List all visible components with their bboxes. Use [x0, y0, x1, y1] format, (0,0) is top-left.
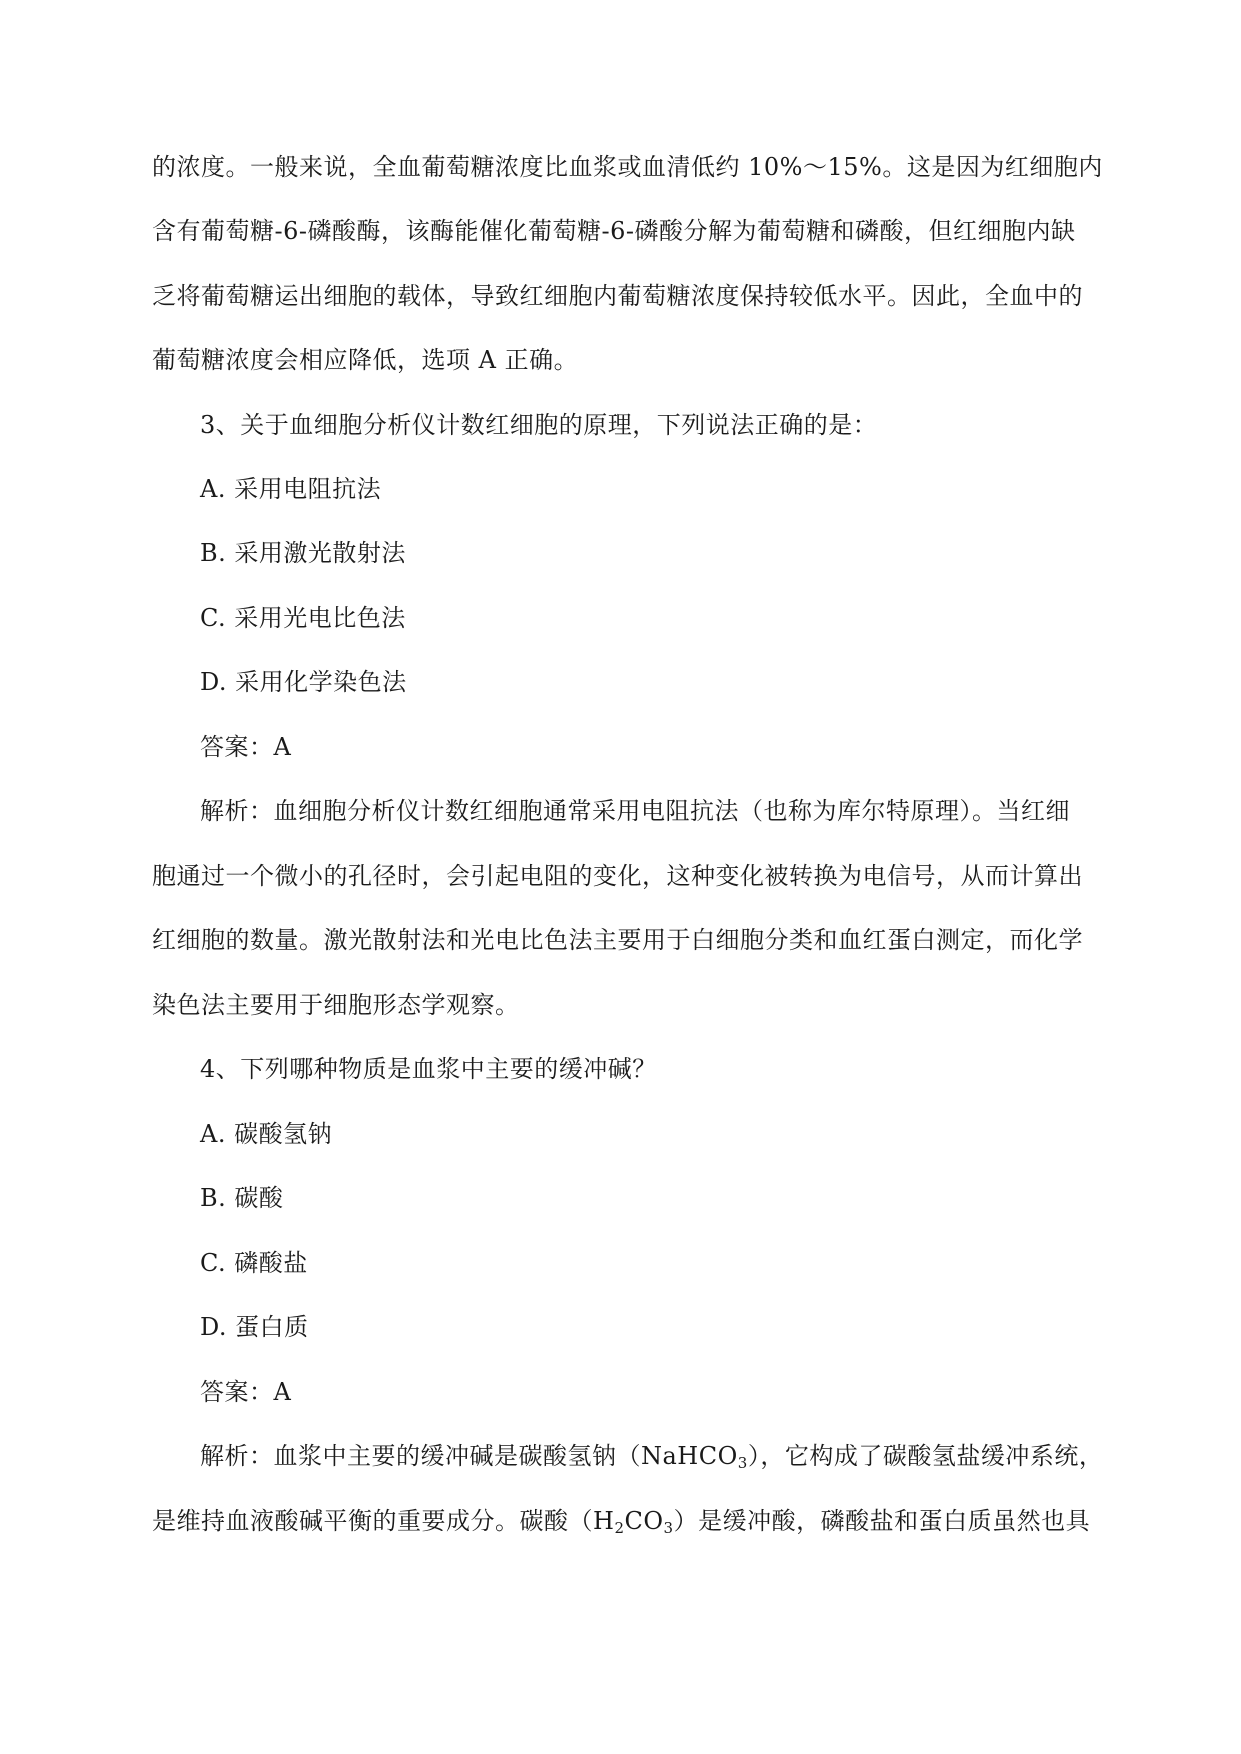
subscript: 3	[737, 1454, 748, 1472]
paragraph-line: 乏将葡萄糖运出细胞的载体，导致红细胞内葡萄糖浓度保持较低水平。因此，全血中的	[152, 282, 1083, 310]
question-3-analysis-line: 红细胞的数量。激光散射法和光电比色法主要用于白细胞分类和血红蛋白测定，而化学	[152, 926, 1083, 954]
paragraph-line: 的浓度。一般来说，全血葡萄糖浓度比血浆或血清低约 10%～15%。这是因为红细胞内	[152, 153, 1103, 181]
question-3-option-d: D. 采用化学染色法	[200, 668, 407, 696]
question-3-option-a: A. 采用电阻抗法	[200, 475, 382, 503]
question-4-analysis-line	[152, 1506, 1090, 1536]
analysis-text: ），它构成了碳酸氢盐缓冲系统，	[747, 1442, 1104, 1470]
question-3-option-c: C. 采用光电比色法	[200, 604, 406, 632]
analysis-text: CO	[624, 1507, 664, 1535]
question-4-option-a: A. 碳酸氢钠	[200, 1120, 333, 1148]
subscript: 3	[663, 1519, 674, 1537]
question-4-stem: 4、下列哪种物质是血浆中主要的缓冲碱？	[200, 1055, 657, 1083]
question-4-option-b: B. 碳酸	[200, 1184, 284, 1212]
question-3-analysis-line: 解析：血细胞分析仪计数红细胞通常采用电阻抗法（也称为库尔特原理）。当红细	[200, 797, 1070, 825]
question-3-option-b: B. 采用激光散射法	[200, 539, 406, 567]
analysis-text: 解析：血浆中主要的缓冲碱是碳酸氢钠（NaHCO	[200, 1442, 738, 1470]
paragraph-line: 葡萄糖浓度会相应降低，选项 A 正确。	[152, 346, 579, 374]
question-3-analysis-line: 染色法主要用于细胞形态学观察。	[152, 991, 520, 1019]
question-3-stem: 3、关于血细胞分析仪计数红细胞的原理，下列说法正确的是：	[200, 411, 878, 439]
question-3-analysis-line: 胞通过一个微小的孔径时，会引起电阻的变化，这种变化被转换为电信号，从而计算出	[152, 862, 1083, 890]
question-3-answer: 答案：A	[200, 733, 292, 761]
question-4-option-d: D. 蛋白质	[200, 1313, 309, 1341]
question-4-option-c: C. 磷酸盐	[200, 1249, 308, 1277]
analysis-text: 是维持血液酸碱平衡的重要成分。碳酸（H	[152, 1507, 615, 1535]
paragraph-line: 含有葡萄糖-6-磷酸酶，该酶能催化葡萄糖-6-磷酸分解为葡萄糖和磷酸，但红细胞内缺	[152, 217, 1076, 245]
question-4-analysis-line	[200, 1441, 1103, 1471]
subscript: 2	[614, 1519, 625, 1537]
question-4-answer: 答案：A	[200, 1378, 292, 1406]
analysis-text: ）是缓冲酸，磷酸盐和蛋白质虽然也具	[673, 1507, 1091, 1535]
